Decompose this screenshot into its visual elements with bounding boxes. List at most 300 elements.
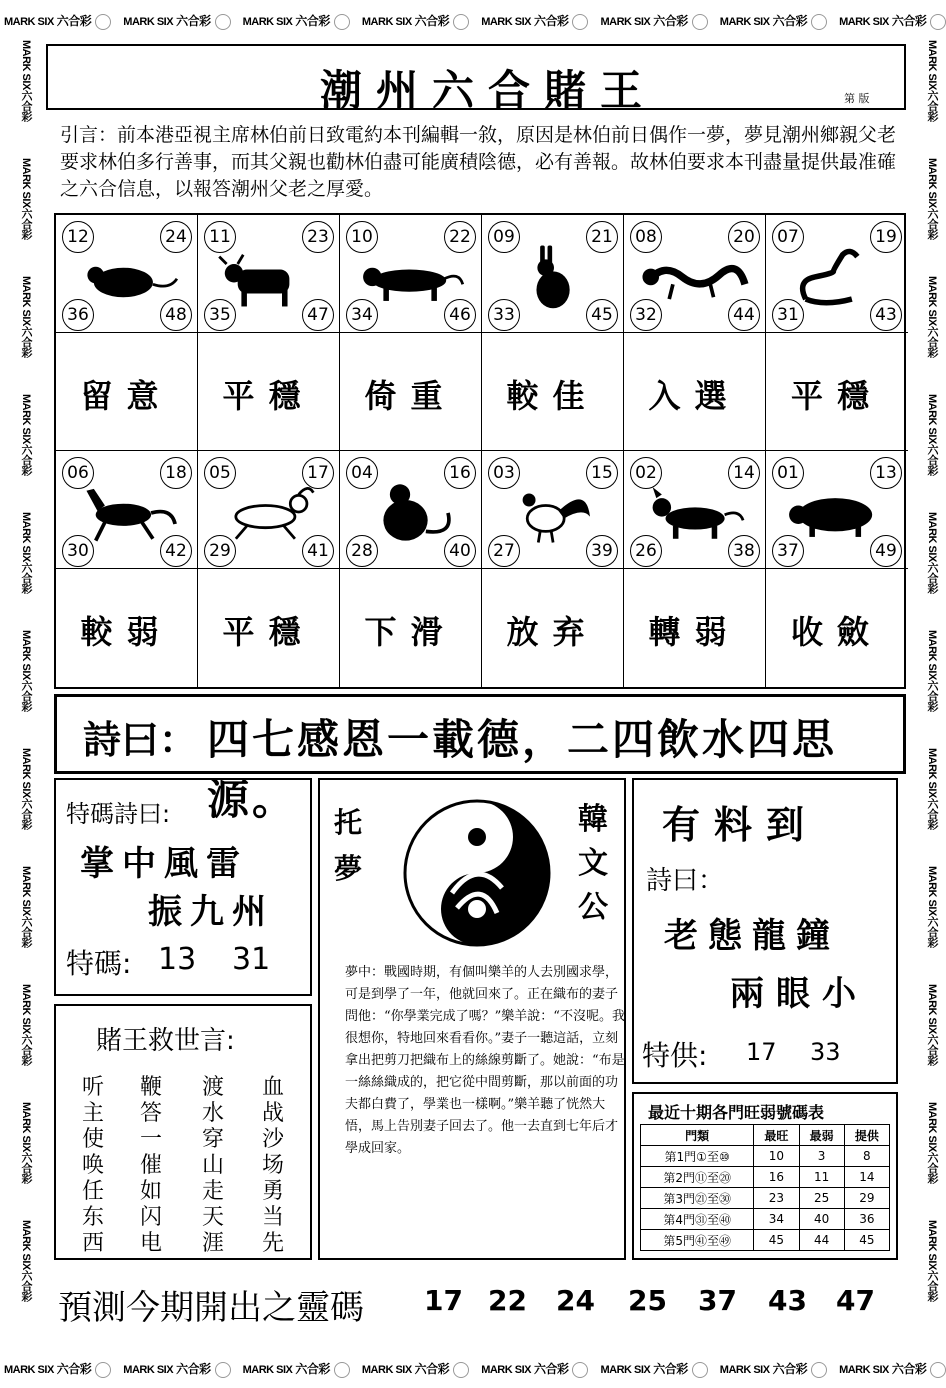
watermark-cn: 六合彩 <box>772 1362 808 1376</box>
youliao-box <box>632 778 898 1084</box>
zodiac-number: 34 <box>346 299 378 331</box>
snake-icon <box>778 241 898 315</box>
gambler-word-char: 东 <box>82 1205 105 1230</box>
watermark-cn: 六合彩 <box>56 1362 92 1376</box>
watermark-cn: 六合彩 <box>56 14 92 28</box>
watermark-en: MARK SIX <box>481 1364 531 1376</box>
flower-icon <box>334 14 350 30</box>
zodiac-word-cell <box>482 333 624 451</box>
table-cell: 10 <box>754 1146 799 1167</box>
watermark-cn: 六合彩 <box>653 1362 688 1376</box>
flower-icon <box>334 1362 350 1378</box>
flower-icon <box>215 1362 231 1378</box>
goat-icon <box>210 477 330 551</box>
watermark-item <box>6 748 34 829</box>
watermark-item <box>912 394 940 475</box>
rat-icon <box>68 241 188 315</box>
strength-table-title: 最近十期各門旺弱號碼表 <box>648 1103 825 1122</box>
watermark-en: MARK SIX <box>20 630 32 680</box>
zodiac-word: 倚重 <box>364 377 457 415</box>
dream-right-label: 韓文公 <box>578 802 608 925</box>
rooster-icon <box>494 477 614 551</box>
watermark-item <box>600 12 711 30</box>
watermark-item <box>481 1360 592 1378</box>
zodiac-number: 41 <box>302 535 334 567</box>
zodiac-number: 14 <box>728 457 760 489</box>
watermark-item <box>912 276 940 357</box>
watermark-en: MARK SIX <box>20 394 32 444</box>
flower-icon <box>215 14 231 30</box>
table-cell: 8 <box>844 1146 889 1167</box>
gambler-word-char: 西 <box>82 1231 105 1256</box>
watermark-cn: 六合彩 <box>20 1033 32 1066</box>
zodiac-word-cell <box>766 333 908 451</box>
youliao-code-1: 17 <box>746 1038 777 1066</box>
flower-icon <box>692 14 708 30</box>
zodiac-word-cell <box>624 333 766 451</box>
gambler-word-char: 涯 <box>202 1231 225 1256</box>
watermark-item <box>839 1360 946 1378</box>
zodiac-number: 17 <box>302 457 334 489</box>
watermark-cn: 六合彩 <box>176 1362 211 1376</box>
watermark-cn: 六合彩 <box>926 797 938 830</box>
zodiac-word-cell <box>340 333 482 451</box>
watermark-cn: 六合彩 <box>926 915 938 948</box>
watermark-cn: 六合彩 <box>926 1151 938 1184</box>
gambler-word-char: 血 <box>262 1075 285 1100</box>
gambler-word-char: 鞭 <box>140 1075 163 1100</box>
dream-left-label: 托夢 <box>334 806 363 885</box>
monkey-icon <box>352 477 472 551</box>
watermark-item <box>362 1360 473 1378</box>
gambler-words-box <box>54 1004 312 1260</box>
gambler-word-char: 勇 <box>262 1179 285 1204</box>
watermark-en: MARK SIX <box>926 394 938 444</box>
zodiac-number: 39 <box>586 535 618 567</box>
zodiac-number: 21 <box>586 221 618 253</box>
watermark-cn: 六合彩 <box>295 1362 330 1376</box>
watermark-cn: 六合彩 <box>533 1362 569 1376</box>
dragon-icon <box>636 241 756 315</box>
special-poem-heading: 特碼詩曰: <box>66 800 171 828</box>
table-row <box>641 1146 890 1167</box>
zodiac-number: 02 <box>630 457 662 489</box>
zodiac-word-cell <box>198 569 340 687</box>
youliao-line2: 兩眼小 <box>730 974 868 1014</box>
gambler-word-char: 水 <box>202 1101 225 1126</box>
gambler-word-char: 渡 <box>202 1075 225 1100</box>
watermark-item <box>6 40 34 121</box>
table-cell: 45 <box>754 1230 799 1251</box>
watermark-cn: 六合彩 <box>891 1362 927 1376</box>
zodiac-cell-dog <box>624 451 766 569</box>
zodiac-cell-pig <box>766 451 908 569</box>
watermark-item <box>6 158 34 239</box>
watermark-en: MARK SIX <box>926 866 938 916</box>
zodiac-number: 28 <box>346 535 378 567</box>
watermark-en: MARK SIX <box>20 984 32 1034</box>
zodiac-word: 平穩 <box>222 613 315 651</box>
watermark-en: MARK SIX <box>242 1364 293 1376</box>
watermark-cn: 六合彩 <box>20 561 32 594</box>
gambler-word-char: 使 <box>82 1127 105 1152</box>
special-poem-line1: 掌中風雷 <box>80 844 248 884</box>
zodiac-number: 37 <box>772 535 804 567</box>
watermark-cn: 六合彩 <box>20 89 32 122</box>
gambler-word-char: 闪 <box>140 1205 163 1230</box>
watermark-cn: 六合彩 <box>926 679 938 712</box>
zodiac-number: 06 <box>62 457 94 489</box>
watermark-item <box>362 12 473 30</box>
zodiac-word: 放弃 <box>506 613 599 651</box>
zodiac-number: 32 <box>630 299 662 331</box>
zodiac-number: 11 <box>204 221 236 253</box>
zodiac-number: 20 <box>728 221 760 253</box>
zodiac-number: 07 <box>772 221 804 253</box>
watermark-item <box>6 512 34 593</box>
table-cell: 16 <box>754 1167 799 1188</box>
table-cell: 45 <box>844 1230 889 1251</box>
horse-icon <box>68 477 188 551</box>
zodiac-number: 38 <box>728 535 760 567</box>
watermark-cn: 六合彩 <box>176 14 211 28</box>
watermark-item <box>123 12 234 30</box>
zodiac-number: 09 <box>488 221 520 253</box>
table-row <box>641 1188 890 1209</box>
zodiac-word: 較弱 <box>80 613 173 651</box>
prediction-number: 47 <box>836 1284 875 1317</box>
watermark-en: MARK SIX <box>20 748 32 798</box>
special-code-1: 13 <box>158 942 197 977</box>
zodiac-number: 16 <box>444 457 476 489</box>
watermark-en: MARK SIX <box>20 1102 32 1152</box>
gambler-word-char: 唤 <box>82 1153 105 1178</box>
prediction-number: 22 <box>488 1284 527 1317</box>
watermark-cn: 六合彩 <box>20 443 32 476</box>
table-header-cell: 最旺 <box>754 1125 799 1146</box>
table-header-cell: 門類 <box>641 1125 754 1146</box>
watermark-cn: 六合彩 <box>926 207 938 240</box>
zodiac-word: 轉弱 <box>648 613 741 651</box>
table-cell: 23 <box>754 1188 799 1209</box>
zodiac-word-cell <box>482 569 624 687</box>
flower-icon <box>95 1362 111 1378</box>
gambler-word-char: 当 <box>262 1205 285 1230</box>
watermark-cn: 六合彩 <box>926 1269 938 1302</box>
flower-icon <box>572 1362 588 1378</box>
watermark-en: MARK SIX <box>20 866 32 916</box>
zodiac-word: 平穩 <box>790 377 883 415</box>
watermark-item <box>720 12 831 30</box>
zodiac-number: 43 <box>870 299 902 331</box>
zodiac-cell-rabbit <box>482 215 624 333</box>
flower-icon <box>811 14 827 30</box>
prediction-label: 預測今期開出之靈碼 <box>58 1288 364 1328</box>
watermark-item <box>6 276 34 357</box>
table-cell: 第4門㉛至㊵ <box>641 1209 754 1230</box>
gambler-word-char: 任 <box>82 1179 105 1204</box>
zodiac-word-cell <box>56 569 198 687</box>
watermark-item <box>243 12 354 30</box>
zodiac-word-cell <box>56 333 198 451</box>
table-row <box>641 1230 890 1251</box>
zodiac-number: 29 <box>204 535 236 567</box>
zodiac-number: 26 <box>630 535 662 567</box>
zodiac-number: 45 <box>586 299 618 331</box>
zodiac-cell-snake <box>766 215 908 333</box>
watermark-en: MARK SIX <box>600 1364 651 1376</box>
strength-table <box>640 1124 890 1251</box>
gambler-word-char: 沙 <box>262 1127 285 1152</box>
watermark-en: MARK SIX <box>20 1220 32 1270</box>
watermark-item <box>839 12 946 30</box>
youliao-poem-label: 詩曰： <box>646 866 725 896</box>
table-row <box>641 1209 890 1230</box>
gambler-word-char: 先 <box>262 1231 285 1256</box>
zodiac-number: 44 <box>728 299 760 331</box>
zodiac-number: 15 <box>586 457 618 489</box>
watermark-en: MARK SIX <box>123 16 174 28</box>
watermark-item <box>600 1360 711 1378</box>
watermark-item <box>6 1102 34 1183</box>
zodiac-word: 收斂 <box>790 613 883 651</box>
watermark-item <box>4 12 115 30</box>
watermark-cn: 六合彩 <box>926 325 938 358</box>
watermark-en: MARK SIX <box>20 158 32 208</box>
youliao-heading: 有料到 <box>662 803 819 847</box>
poem-banner-label: 詩曰： <box>83 718 198 762</box>
watermark-en: MARK SIX <box>926 512 938 562</box>
zodiac-number: 24 <box>160 221 192 253</box>
watermark-en: MARK SIX <box>123 1364 174 1376</box>
watermark-cn: 六合彩 <box>653 14 688 28</box>
watermark-cn: 六合彩 <box>533 14 569 28</box>
prediction-number: 37 <box>698 1284 737 1317</box>
flower-icon <box>930 1362 946 1378</box>
watermark-en: MARK SIX <box>839 16 889 28</box>
gambler-word-char: 山 <box>202 1153 225 1178</box>
watermark-item <box>912 1220 940 1301</box>
zodiac-number: 33 <box>488 299 520 331</box>
zodiac-word: 入選 <box>648 377 741 415</box>
table-cell: 14 <box>844 1167 889 1188</box>
zodiac-number: 47 <box>302 299 334 331</box>
gambler-word-char: 主 <box>82 1101 105 1126</box>
watermark-item <box>243 1360 354 1378</box>
page-title: 潮州六合賭王 <box>320 66 657 115</box>
watermark-en: MARK SIX <box>926 630 938 680</box>
youliao-code-2: 33 <box>810 1038 841 1066</box>
watermark-cn: 六合彩 <box>926 561 938 594</box>
zodiac-number: 48 <box>160 299 192 331</box>
special-poem-box <box>54 778 312 996</box>
zodiac-cell-dragon <box>624 215 766 333</box>
zodiac-word: 留意 <box>80 377 173 415</box>
gambler-word-char: 天 <box>202 1205 225 1230</box>
watermark-en: MARK SIX <box>926 1102 938 1152</box>
flower-icon <box>572 14 588 30</box>
zodiac-number: 36 <box>62 299 94 331</box>
watermark-item <box>912 158 940 239</box>
zodiac-number: 10 <box>346 221 378 253</box>
watermark-cn: 六合彩 <box>20 797 32 830</box>
zodiac-number: 19 <box>870 221 902 253</box>
prediction-number: 25 <box>628 1284 667 1317</box>
gambler-word-char: 战 <box>262 1101 285 1126</box>
flower-icon <box>811 1362 827 1378</box>
gambler-word-char: 穿 <box>202 1127 225 1152</box>
watermark-en: MARK SIX <box>361 16 412 28</box>
zodiac-number: 42 <box>160 535 192 567</box>
zodiac-number: 05 <box>204 457 236 489</box>
watermark-cn: 六合彩 <box>926 443 938 476</box>
tiger-icon <box>352 241 472 315</box>
zodiac-cell-goat <box>198 451 340 569</box>
zodiac-cell-horse <box>56 451 198 569</box>
zodiac-number: 40 <box>444 535 476 567</box>
watermark-en: MARK SIX <box>600 16 651 28</box>
zodiac-word-cell <box>198 333 340 451</box>
watermark-en: MARK SIX <box>4 16 54 28</box>
watermark-cn: 六合彩 <box>414 1362 450 1376</box>
gambler-word-char: 如 <box>140 1179 163 1204</box>
strength-table-box <box>632 1092 898 1260</box>
watermark-en: MARK SIX <box>242 16 293 28</box>
watermark-item <box>6 984 34 1065</box>
top-watermark-strip <box>0 0 946 40</box>
zodiac-word-cell <box>624 569 766 687</box>
zodiac-number: 22 <box>444 221 476 253</box>
table-row <box>641 1167 890 1188</box>
gambler-word-char: 听 <box>82 1075 105 1100</box>
gambler-word-char: 电 <box>140 1231 163 1256</box>
watermark-en: MARK SIX <box>20 40 32 90</box>
watermark-item <box>912 984 940 1065</box>
watermark-item <box>912 40 940 121</box>
watermark-cn: 六合彩 <box>20 915 32 948</box>
watermark-en: MARK SIX <box>4 1364 54 1376</box>
prediction-number: 17 <box>424 1284 463 1317</box>
table-cell: 34 <box>754 1209 799 1230</box>
dog-icon <box>636 477 756 551</box>
watermark-item <box>6 630 34 711</box>
flower-icon <box>453 1362 469 1378</box>
poem-banner-text: 四七感恩一載德，二四飲水四思源。 <box>207 715 838 824</box>
zodiac-cell-ox <box>198 215 340 333</box>
zodiac-number: 49 <box>870 535 902 567</box>
gambler-word-char: 答 <box>140 1101 163 1126</box>
watermark-cn: 六合彩 <box>20 679 32 712</box>
watermark-item <box>6 394 34 475</box>
intro-text: 引言：前本港亞視主席林伯前日致電約本刊編輯一敘，原因是林伯前日偶作一夢，夢見潮州鄉親父老要求林伯多行善事，而其父親也勸林伯盡可能廣積陰德，必有善報。故林伯要求本刊盡量提供最准確之六合信息，以報答潮州父老之厚愛。 <box>60 124 897 200</box>
watermark-en: MARK SIX <box>719 16 770 28</box>
gambler-word-char: 催 <box>140 1153 163 1178</box>
gambler-word-char: 一 <box>140 1127 163 1152</box>
special-code-2: 31 <box>232 942 271 977</box>
zodiac-cell-tiger <box>340 215 482 333</box>
yin-yang-icon <box>402 798 552 952</box>
table-cell: 25 <box>799 1188 844 1209</box>
watermark-en: MARK SIX <box>926 748 938 798</box>
zodiac-number: 27 <box>488 535 520 567</box>
watermark-en: MARK SIX <box>926 276 938 326</box>
watermark-item <box>912 630 940 711</box>
zodiac-number: 04 <box>346 457 378 489</box>
watermark-cn: 六合彩 <box>891 14 927 28</box>
zodiac-word-cell <box>340 569 482 687</box>
flower-icon <box>453 14 469 30</box>
zodiac-number: 13 <box>870 457 902 489</box>
gambler-word-char: 走 <box>202 1179 225 1204</box>
right-watermark-strip <box>906 40 946 1348</box>
watermark-en: MARK SIX <box>926 40 938 90</box>
watermark-item <box>481 12 592 30</box>
flower-icon <box>692 1362 708 1378</box>
watermark-cn: 六合彩 <box>414 14 450 28</box>
watermark-cn: 六合彩 <box>20 1269 32 1302</box>
zodiac-cell-monkey <box>340 451 482 569</box>
zodiac-word: 平穩 <box>222 377 315 415</box>
watermark-en: MARK SIX <box>926 158 938 208</box>
gambler-words-heading: 賭王救世言: <box>96 1026 235 1056</box>
watermark-en: MARK SIX <box>20 276 32 326</box>
watermark-item <box>6 1220 34 1301</box>
watermark-cn: 六合彩 <box>20 325 32 358</box>
table-cell: 第5門㊶至㊾ <box>641 1230 754 1251</box>
zodiac-number: 31 <box>772 299 804 331</box>
zodiac-number: 08 <box>630 221 662 253</box>
zodiac-number: 12 <box>62 221 94 253</box>
watermark-item <box>720 1360 831 1378</box>
special-poem-line2: 振九州 <box>148 892 274 932</box>
watermark-item <box>912 748 940 829</box>
table-cell: 第1門①至⑩ <box>641 1146 754 1167</box>
table-cell: 第3門㉑至㉚ <box>641 1188 754 1209</box>
watermark-en: MARK SIX <box>839 1364 889 1376</box>
watermark-cn: 六合彩 <box>772 14 808 28</box>
table-header-cell: 提供 <box>844 1125 889 1146</box>
table-cell: 40 <box>799 1209 844 1230</box>
left-watermark-strip <box>0 40 40 1348</box>
watermark-en: MARK SIX <box>719 1364 770 1376</box>
zodiac-word: 較佳 <box>506 377 599 415</box>
table-cell: 3 <box>799 1146 844 1167</box>
zodiac-word: 下滑 <box>364 613 457 651</box>
special-code-label: 特碼: <box>66 947 132 980</box>
watermark-item <box>4 1360 115 1378</box>
rabbit-icon <box>494 241 614 315</box>
table-cell: 29 <box>844 1188 889 1209</box>
watermark-en: MARK SIX <box>361 1364 412 1376</box>
watermark-cn: 六合彩 <box>20 1151 32 1184</box>
gambler-word-char: 场 <box>262 1153 285 1178</box>
dream-story: 夢中：戰國時期，有個叫樂羊的人去別國求學，可是到學了一年，他就回來了。正在織布的妻子問他：“你學業完成了嗎？”樂羊說：“不沒呢。我很想你，特地回來看看你。”妻子一聽這話，立刻拿出把剪刀把織布上的絲線剪斷了。她說：“布是一絲絲織成的，把它從中間剪斷，那以前面的功夫都白費了，學業也一樣啊。”樂羊聽了恍然大悟，馬上告別妻子回去了。他一去直到七年后才學成回家。 <box>345 965 625 1156</box>
zodiac-number: 30 <box>62 535 94 567</box>
zodiac-number: 35 <box>204 299 236 331</box>
zodiac-number: 46 <box>444 299 476 331</box>
youliao-line1: 老態龍鐘 <box>664 916 840 956</box>
watermark-en: MARK SIX <box>481 16 531 28</box>
zodiac-cell-rat <box>56 215 198 333</box>
zodiac-number: 01 <box>772 457 804 489</box>
youliao-supply-label: 特供: <box>642 1039 708 1072</box>
flower-icon <box>930 14 946 30</box>
zodiac-number: 03 <box>488 457 520 489</box>
prediction-number: 43 <box>768 1284 807 1317</box>
ox-icon <box>210 241 330 315</box>
pig-icon <box>778 477 898 551</box>
zodiac-word-cell <box>766 569 908 687</box>
